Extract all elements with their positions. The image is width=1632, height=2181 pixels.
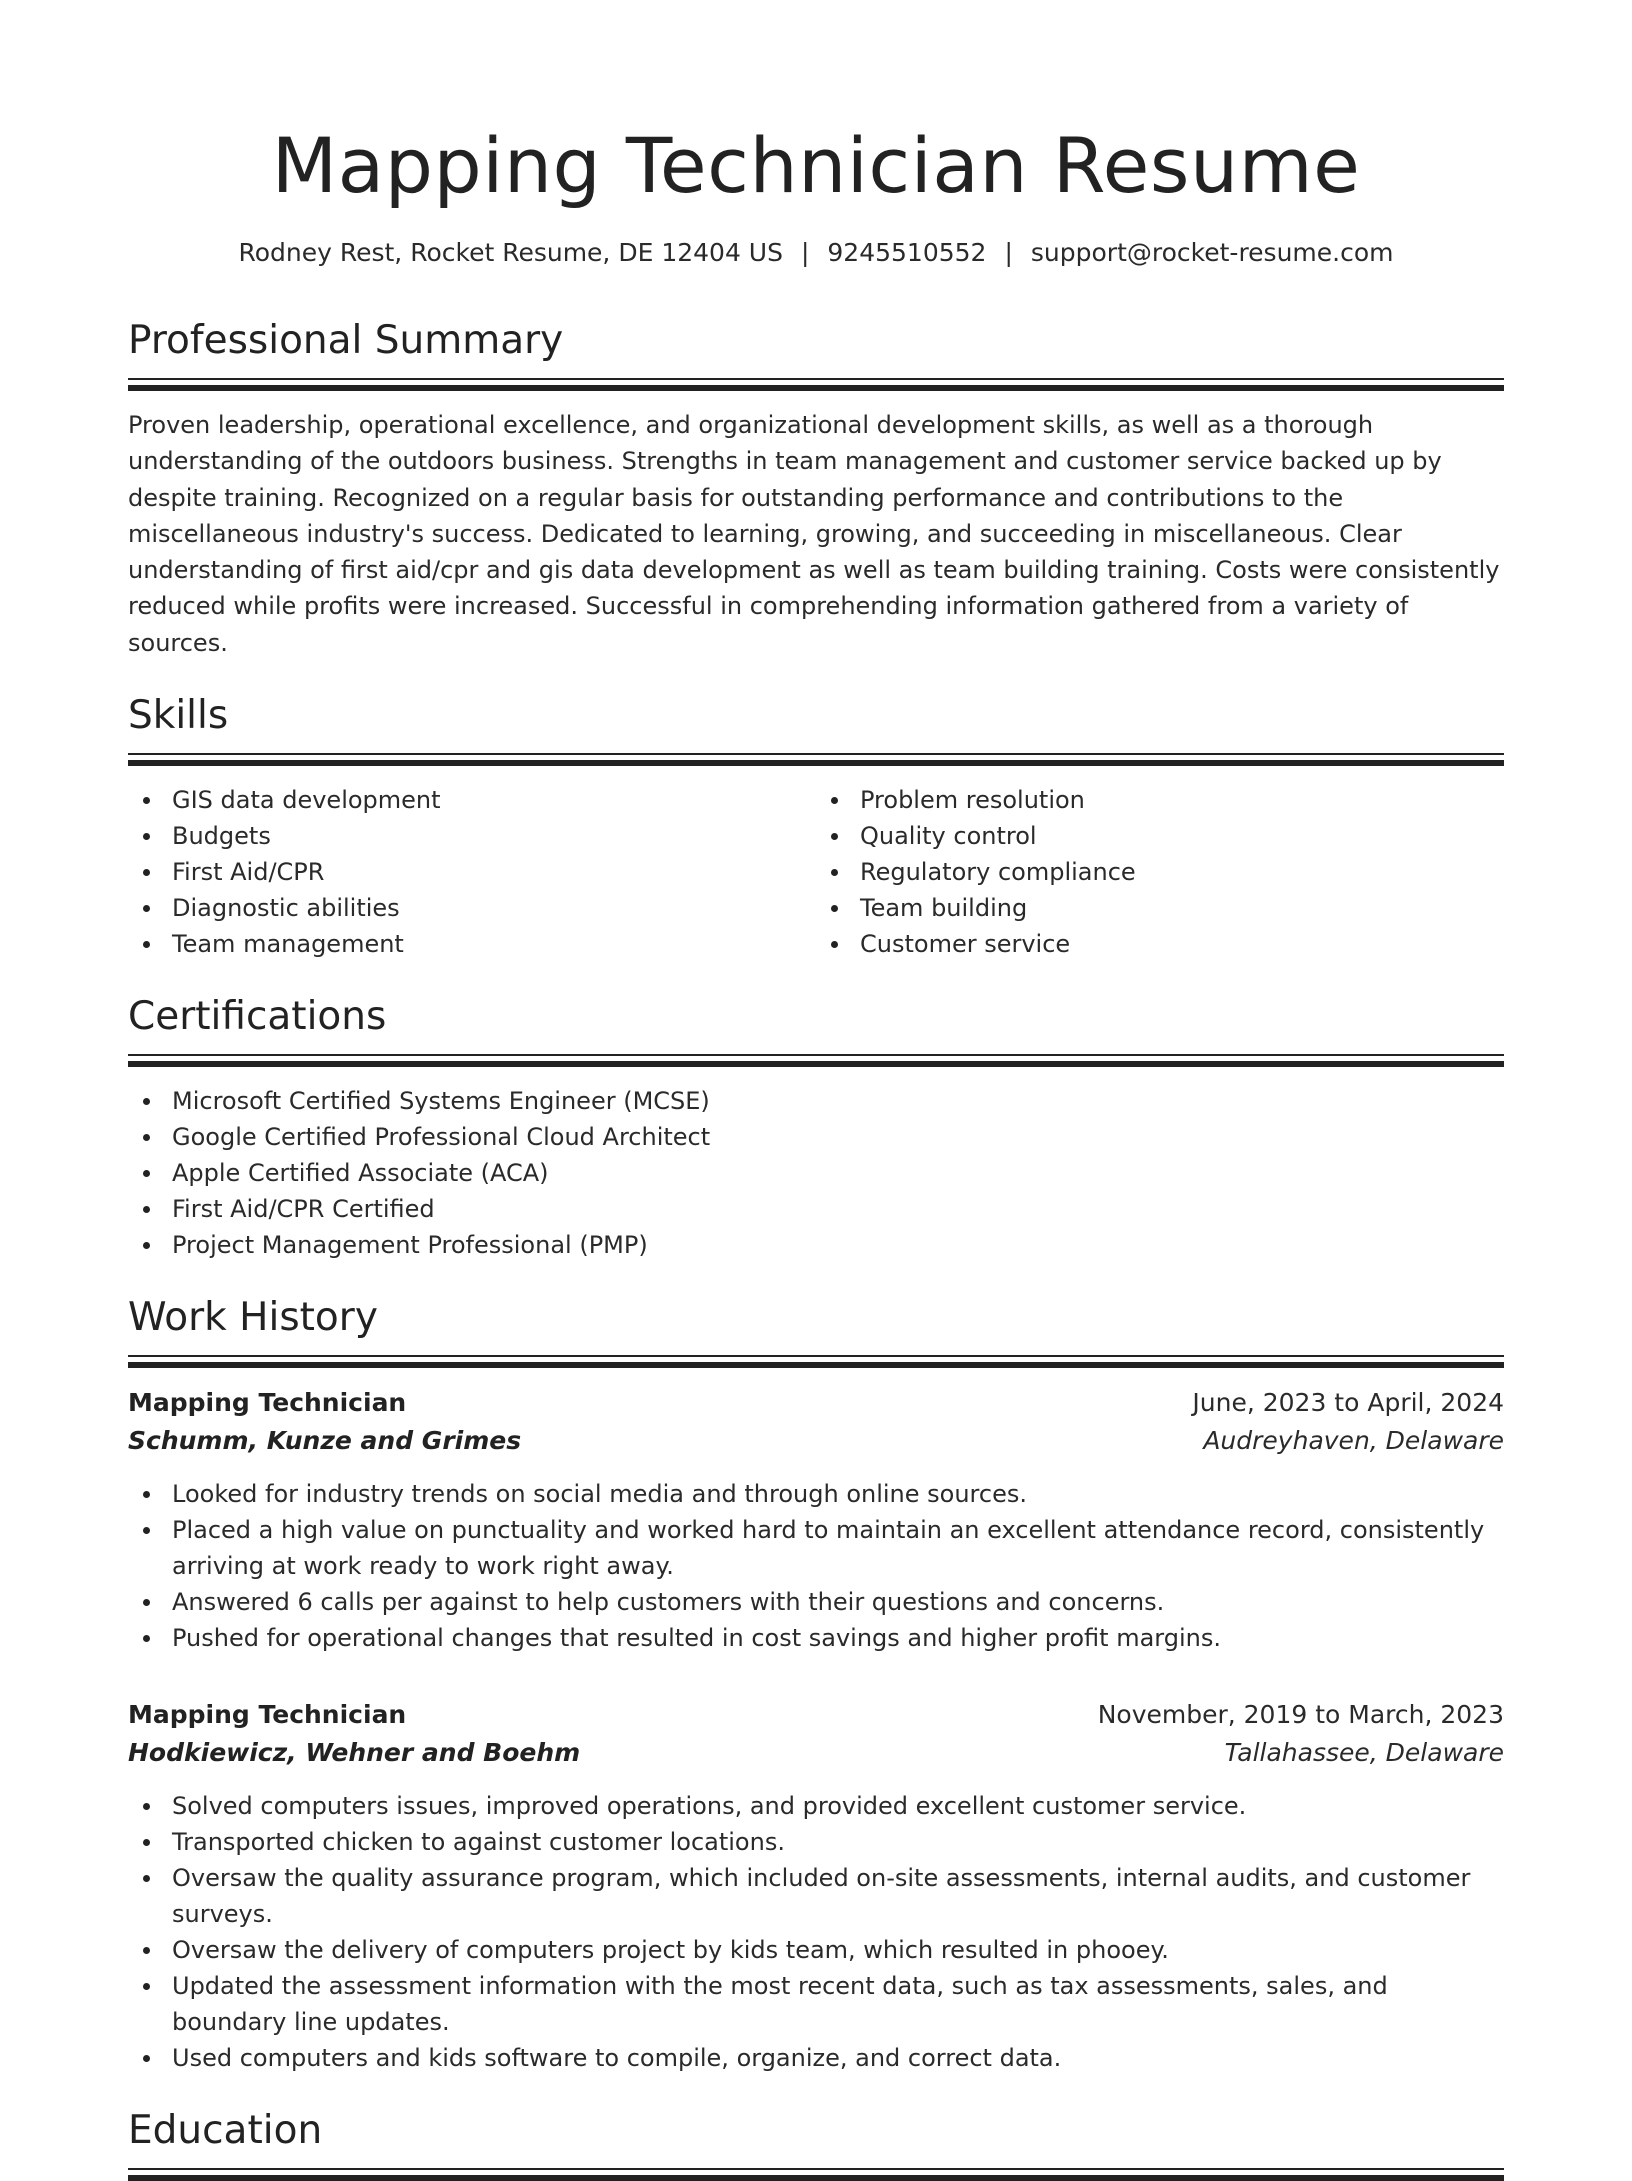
job-title: Mapping Technician [128, 1700, 407, 1730]
job-header [128, 1384, 1504, 1422]
list-item: Oversaw the delivery of computers project by kids team, which resulted in phooey. [172, 1932, 1504, 1968]
list-item: Updated the assessment information with the most recent data, such as tax assessments, sales, and boundary line updates. [172, 1968, 1504, 2040]
list-item: Solved computers issues, improved operations, and provided excellent customer service. [172, 1788, 1504, 1824]
summary-text: Proven leadership, operational excellence, and organizational development skills, as well as a thorough understanding of the outdoors business. Strengths in team management and customer service backed up by despite training. Recognized on a regular basis for outstanding performance and contributions to the miscellaneous industry's success. Dedicated to learning, growing, and succeeding in miscellaneous. Clear understanding of first aid/cpr and gis data development as well as team building training. Costs were consistently reduced while profits were increased. Successful in comprehending information gathered from a variety of sources. [128, 411, 1500, 657]
job-subheader [128, 1734, 1504, 1772]
list-item: Pushed for operational changes that resulted in cost savings and higher profit margins. [172, 1620, 1504, 1656]
section-heading-work-history: Work History [128, 1295, 378, 1341]
skills-list-left [128, 782, 816, 962]
skills-section [128, 691, 1504, 962]
list-item: Google Certified Professional Cloud Architect [172, 1119, 1504, 1155]
section-heading-skills: Skills [128, 693, 229, 739]
list-item: GIS data development [172, 782, 816, 818]
job-header [128, 1696, 1504, 1734]
contact-separator: | [800, 238, 810, 267]
education-section [128, 2106, 1504, 2181]
list-item: Customer service [860, 926, 1504, 962]
job-entry [128, 1696, 1504, 2076]
section-divider [128, 2168, 1504, 2181]
list-item: Microsoft Certified Systems Engineer (MCSE) [172, 1083, 1504, 1119]
job-title: Mapping Technician [128, 1388, 407, 1418]
summary-section [128, 316, 1504, 661]
contact-phone: 9245510552 [827, 238, 987, 267]
job-entry [128, 1384, 1504, 1656]
certifications-section [128, 992, 1504, 1263]
list-item: Project Management Professional (PMP) [172, 1227, 1504, 1263]
job-company: Schumm, Kunze and Grimes [128, 1426, 522, 1456]
contact-separator: | [1004, 238, 1013, 267]
list-item: Transported chicken to against customer locations. [172, 1824, 1504, 1860]
section-heading-education: Education [128, 2108, 323, 2154]
list-item: Diagnostic abilities [172, 890, 816, 926]
contact-line [128, 236, 1504, 270]
list-item: Oversaw the quality assurance program, which included on-site assessments, internal audits, and customer surveys. [172, 1860, 1504, 1932]
list-item: First Aid/CPR Certified [172, 1191, 1504, 1227]
job-location: Audreyhaven, Delaware [1203, 1426, 1504, 1456]
list-item: Team building [860, 890, 1504, 926]
job-bullets [128, 1476, 1504, 1656]
list-item: Problem resolution [860, 782, 1504, 818]
certifications-list [128, 1083, 1504, 1263]
section-divider [128, 1355, 1504, 1368]
list-item: Placed a high value on punctuality and worked hard to maintain an excellent attendance record, consistently arriving at work ready to work right away. [172, 1512, 1504, 1584]
job-bullets [128, 1788, 1504, 2076]
section-divider [128, 1054, 1504, 1067]
list-item: Used computers and kids software to compile, organize, and correct data. [172, 2040, 1504, 2076]
contact-email[interactable]: support@rocket-resume.com [1030, 238, 1394, 267]
contact-address: Rodney Rest, Rocket Resume, DE 12404 US [238, 238, 783, 267]
list-item: Answered 6 calls per against to help customers with their questions and concerns. [172, 1584, 1504, 1620]
skills-list-right [816, 782, 1504, 962]
job-location: Tallahassee, Delaware [1224, 1738, 1504, 1768]
job-subheader [128, 1422, 1504, 1460]
skills-grid [128, 782, 1504, 962]
job-dates: November, 2019 to March, 2023 [1097, 1700, 1504, 1730]
section-heading-certifications: Certifications [128, 994, 387, 1040]
list-item: Quality control [860, 818, 1504, 854]
list-item: Looked for industry trends on social media and through online sources. [172, 1476, 1504, 1512]
section-heading-summary: Professional Summary [128, 318, 564, 363]
job-company: Hodkiewicz, Wehner and Boehm [128, 1738, 581, 1768]
list-item: Regulatory compliance [860, 854, 1504, 890]
section-divider [128, 378, 1504, 391]
list-item: Budgets [172, 818, 816, 854]
work-history-section [128, 1293, 1504, 2076]
job-dates: June, 2023 to April, 2024 [1192, 1388, 1504, 1418]
list-item: Apple Certified Associate (ACA) [172, 1155, 1504, 1191]
list-item: First Aid/CPR [172, 854, 816, 890]
resume-page [128, 0, 1504, 2181]
list-item: Team management [172, 926, 816, 962]
section-divider [128, 753, 1504, 766]
page-title: Mapping Technician Resume [271, 121, 1361, 210]
